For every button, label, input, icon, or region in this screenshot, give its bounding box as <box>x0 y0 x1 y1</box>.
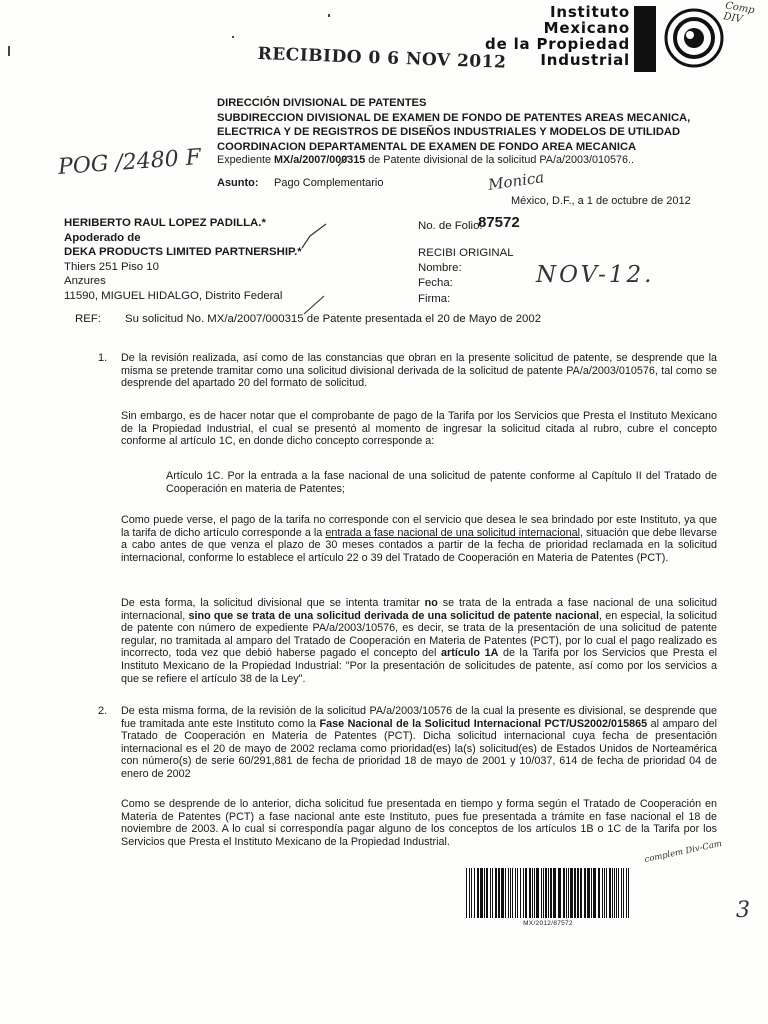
barcode-bar <box>523 868 524 918</box>
barcode-bar <box>618 868 619 918</box>
barcode-bar <box>587 868 590 918</box>
barcode-bar <box>477 868 479 918</box>
barcode-bar <box>480 868 483 918</box>
receipt-name-label: Nombre: <box>418 262 462 275</box>
barcode-bar <box>612 868 613 918</box>
addressee-city: 11590, MIGUEL HIDALGO, Distrito Federal <box>64 289 283 302</box>
barcode-bar <box>623 868 624 918</box>
addressee-colonia: Anzures <box>64 275 106 288</box>
addressee-role: Apoderado de <box>64 231 141 244</box>
paragraph-4-part-d: , en especial, la solicitud de patente con número de expediente PA/a/2003/10576, es decir, se trata de la presentación de una solicitud de patente regular, no tramitada al amparo del Tratado de Cooperación en Materia de Patentes (PCT), por lo cual el pago realizado es incorrecto, toda vez que debió haberse pagado el concepto del <box>121 609 717 660</box>
paragraph-4-bold-article: artículo 1A <box>441 647 499 660</box>
barcode-bar <box>563 868 565 918</box>
paragraph-5-part-c: al amparo del Tratado de Cooperación en Materia de Patentes (PCT). Dicha solicitud internacional cuya fecha de presentación internacional es el 20 de mayo de 2002 reclama como prioridad(es) la(s) solicitud(es) de Estados Unidos de Norteamérica con número(s) de serie 60/291,881 de fecha de prioridad 18 de mayo de 2001 y 10/037, 614 de fecha de prioridad 04 de enero de 2002 <box>121 717 717 780</box>
barcode-bar <box>495 868 497 918</box>
barcode-bar <box>628 868 629 918</box>
barcode-bar <box>606 868 607 918</box>
paragraph-5-part-a: De esta misma forma, de la revisión de la solicitud PA/a/2003/10576 de la cual la presente es divisional, se desprende que fue tramitada ante este Instituto como la <box>121 705 717 730</box>
barcode-bar <box>598 868 600 918</box>
barcode-bar <box>474 868 475 918</box>
header-line-3: ELECTRICA Y DE REGISTROS DE DISEÑOS INDUSTRIALES Y MODELOS DE UTILIDAD <box>217 126 681 139</box>
paragraph-5 <box>121 705 717 781</box>
barcode-bar <box>469 868 470 918</box>
barcode-bar <box>566 868 567 918</box>
receipt-block <box>418 246 514 307</box>
header-line-2: SUBDIRECCION DIVISIONAL DE EXAMEN DE FONDO DE PATENTES AREAS MECANICA, <box>217 111 691 124</box>
barcode-bar <box>591 868 592 918</box>
paragraph-1: De la revisión realizada, así como de las constancias que obran en la presente solicitud de patente, se desprende que la misma se pretende tramitar como una solicitud divisional derivada de la solicitud de patente PA/a/2003/010576, tal como se desprende del apartado 20 del formato de solicitud. <box>121 352 717 390</box>
check-mark-icon <box>300 222 328 252</box>
paragraph-3-part-a: Como puede verse, el pago de la tarifa no corresponde con el servicio que desea le sea brindado por este Instituto, ya que la tarifa de dicho artículo corresponde a la <box>121 514 717 539</box>
document-header <box>217 96 717 154</box>
barcode-bar <box>621 868 622 918</box>
barcode-bar <box>466 868 467 918</box>
logo-line-1: Instituto <box>549 3 630 21</box>
folio-label: No. de Folio: <box>418 220 483 232</box>
impi-logo-icon <box>664 8 724 68</box>
barcode-bar <box>602 868 603 918</box>
asunto-label: Asunto: <box>217 177 259 189</box>
paragraph-4 <box>121 597 717 685</box>
expediente-line <box>217 154 737 166</box>
header-line-4: COORDINACION DEPARTAMENTAL DE EXAMEN DE FONDO AREA MECANICA <box>217 140 637 153</box>
handwritten-name: Monica <box>487 168 546 194</box>
expediente-number: MX/a/2007/000315 <box>274 154 366 166</box>
asunto-value: Pago Complementario <box>274 177 384 189</box>
check-mark-icon <box>302 294 326 316</box>
barcode-bar <box>626 868 627 918</box>
ref-text: Su solicitud No. MX/a/2007/000315 de Patente presentada el 20 de Mayo de 2002 <box>125 313 542 325</box>
header-line-1: DIRECCIÓN DIVISIONAL DE PATENTES <box>217 97 427 109</box>
barcode-bar <box>492 868 493 918</box>
barcode-bar <box>609 868 611 918</box>
addressee-name: HERIBERTO RAUL LOPEZ PADILLA.* <box>64 217 266 229</box>
received-stamp: RECIBIDO 0 6 NOV 2012 <box>257 44 507 73</box>
scan-speck <box>8 46 10 56</box>
receipt-title: RECIBI ORIGINAL <box>418 247 514 259</box>
barcode-bar <box>515 868 516 918</box>
barcode-bar <box>577 868 579 918</box>
paragraph-4-part-c: se trata de la entrada a fase nacional de una solicitud internacional, <box>121 597 717 622</box>
item-number-1: 1. <box>98 352 108 364</box>
barcode-bar <box>532 868 533 918</box>
logo-line-3: de la Propiedad <box>485 35 630 53</box>
logo-line-4: Industrial <box>540 51 630 69</box>
paragraph-6: Como se desprende de lo anterior, dicha solicitud fue presentada en tiempo y forma según el Tratado de Cooperación en Materia de Patentes (PCT) a fase nacional ante este Instituto, pues fue presentada a trámite en fase nacional el 18 de noviembre de 2003. A lo cual si correspondía pagar alguno de los conceptos de los artículos 1B o 1C de la Tarifa por los Servicios que Presta el Instituto Mexicano de la Propiedad Industrial. <box>121 798 717 848</box>
barcode-caption: MX/2012/87572 <box>523 920 573 927</box>
barcode-bar <box>584 868 586 918</box>
expediente-description: de Patente divisional de la solicitud PA/a/2003/010576.. <box>365 154 634 166</box>
barcode-bar <box>570 868 573 918</box>
addressee-street: Thiers 251 Piso 10 <box>64 260 159 273</box>
barcode-bar <box>550 868 552 918</box>
barcode-bar <box>498 868 500 918</box>
item-number-2: 2. <box>98 705 108 717</box>
barcode-bar <box>545 868 547 918</box>
receipt-date-label: Fecha: <box>418 277 453 290</box>
scan-speck <box>232 36 234 38</box>
paragraph-3 <box>121 514 717 564</box>
barcode-bar <box>604 868 605 918</box>
barcode-bar <box>543 868 544 918</box>
receipt-signature-label: Firma: <box>418 292 451 305</box>
addressee-block <box>64 216 302 304</box>
barcode-bar <box>536 868 539 918</box>
barcode-bar <box>580 868 582 918</box>
barcode-bar <box>553 868 556 918</box>
ref-label: REF: <box>75 313 101 325</box>
addressee-company: DEKA PRODUCTS LIMITED PARTNERSHIP.* <box>64 246 302 259</box>
place-date: México, D.F., a 1 de octubre de 2012 <box>511 195 691 207</box>
institution-name <box>485 4 630 68</box>
barcode-bar <box>574 868 576 918</box>
handwritten-date: NOV-12. <box>536 262 655 288</box>
barcode-bar <box>614 868 615 918</box>
barcode-bar <box>490 868 491 918</box>
folio-number: 87572 <box>478 214 520 231</box>
barcode-bar <box>558 868 561 918</box>
paragraph-5-bold: Fase Nacional de la Solicitud Internacional PCT/US2002/015865 <box>319 717 648 730</box>
barcode-bar <box>525 868 527 918</box>
paragraph-4-bold-no: no <box>424 597 438 609</box>
barcode-bar <box>548 868 549 918</box>
barcode-bar <box>508 868 509 918</box>
barcode-bar <box>486 868 488 918</box>
barcode <box>466 868 630 918</box>
handwritten-corner-note: Comp DIV <box>722 0 756 26</box>
paragraph-3-underlined: entrada a fase nacional de una solicitud internacional <box>325 526 581 539</box>
barcode-bar <box>520 868 521 918</box>
barcode-bar <box>593 868 596 918</box>
paragraph-4-part-e: de la Tarifa por los Servicios que Presta el Instituto Mexicano de la Propiedad Industrial: "Por la presentación de solicitudes de patente, así como por los servicios a que se refiere el artículo 38 de la Ley". <box>121 647 717 685</box>
check-mark-icon <box>336 154 350 168</box>
barcode-bar <box>510 868 511 918</box>
barcode-bar <box>512 868 513 918</box>
paragraph-4-part-a: De esta forma, la solicitud divisional que se intenta tramitar <box>121 597 425 609</box>
logo-line-2: Mexicano <box>543 19 630 37</box>
barcode-bar <box>534 868 535 918</box>
article-quote: Artículo 1C. Por la entrada a la fase nacional de una solicitud de patente conforme al Capítulo II del Tratado de Cooperación en materia de Patentes; <box>166 470 717 495</box>
paragraph-4-bold-claim: sino que se trata de una solicitud derivada de una solicitud de patente nacional <box>188 609 599 622</box>
handwritten-reference: POG /2480 F <box>57 145 202 180</box>
barcode-bar <box>616 868 617 918</box>
paragraph-2: Sin embargo, es de hacer notar que el comprobante de pago de la Tarifa por los Servicios que Presta el Instituto Mexicano de la Propiedad Industrial, el cual se presentó al momento de ingresar la solicitud citada al rubro, cubre el concepto conforme al artículo 1C, en donde dicho concepto corresponde a: <box>121 410 717 448</box>
barcode-bar <box>568 868 569 918</box>
handwritten-side-note: complem Div-Cam <box>643 838 723 866</box>
expediente-label: Expediente <box>217 154 275 166</box>
barcode-bar <box>529 868 531 918</box>
paragraph-3-part-b: , situación que debe llevarse a cabo antes de que venza el plazo de 30 meses contados a partir de la fecha de prioridad reclamada en la solicitud internacional, conforme lo establece el artículo 22 o 39 del Tratado de Cooperación en Materia de Patentes (PCT). <box>121 526 717 564</box>
barcode-bar <box>501 868 504 918</box>
handwritten-page-number: 3 <box>736 898 750 923</box>
barcode-bar <box>471 868 472 918</box>
barcode-bar <box>505 868 506 918</box>
barcode-bar <box>541 868 542 918</box>
barcode-bar <box>484 868 485 918</box>
impi-logo-bar-icon <box>634 6 656 72</box>
scan-speck <box>328 14 330 17</box>
barcode-bar <box>517 868 518 918</box>
